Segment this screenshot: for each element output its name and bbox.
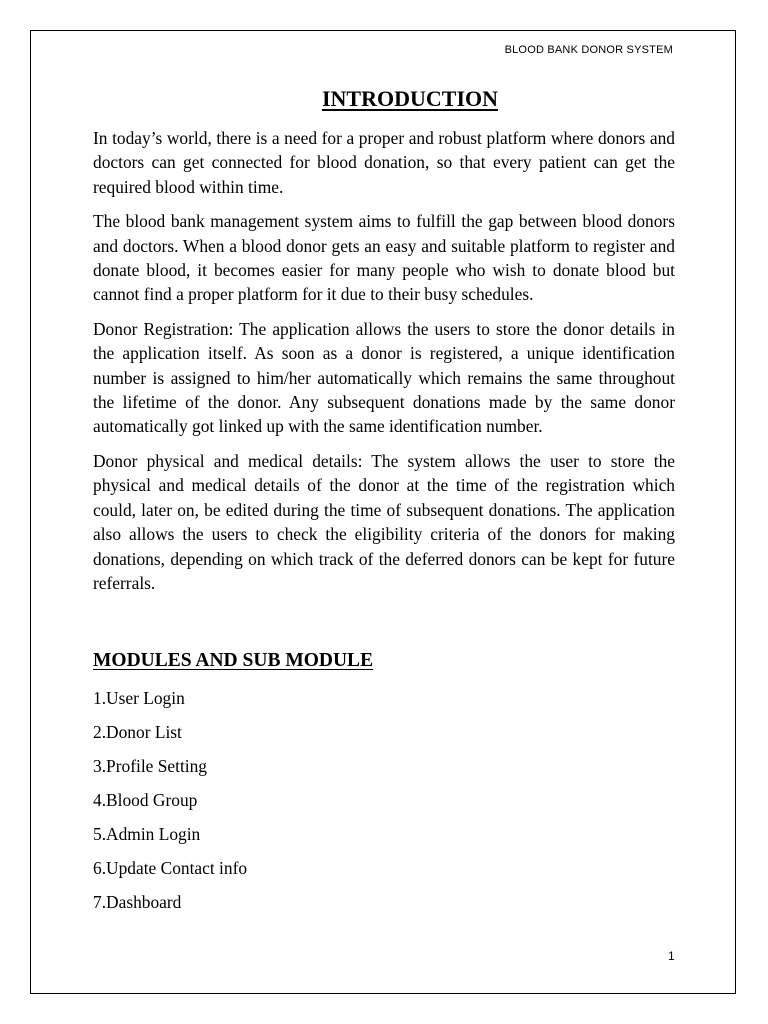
introduction-body <box>93 126 675 605</box>
module-list <box>93 686 247 924</box>
list-item: 3.Profile Setting <box>93 756 207 776</box>
list-item: 4.Blood Group <box>93 790 198 810</box>
section-heading-modules: MODULES AND SUB MODULE <box>93 650 374 671</box>
running-header: BLOOD BANK DONOR SYSTEM <box>504 44 673 56</box>
list-item: 2.Donor List <box>93 722 182 742</box>
page-title: INTRODUCTION <box>321 86 499 111</box>
paragraph: The blood bank management system aims to fulfill the gap between blood donors and doctors. When a blood donor gets an easy and suitable platform to register and donate blood, it becomes easier for many people who wish to donate blood but cannot find a proper platform for it due to their busy schedules. <box>93 211 675 305</box>
paragraph: Donor Registration: The application allows the users to store the donor details in the application itself. As soon as a donor is registered, a unique identification number is assigned to him/her automatically which remains the same throughout the lifetime of the donor. Any subsequent donations made by the same donor automatically got linked up with the same identification number. <box>93 318 675 437</box>
paragraph: In today’s world, there is a need for a proper and robust platform where donors and doctors can get connected for blood donation, so that every patient can get the required blood within time. <box>93 128 675 197</box>
list-item: 1.User Login <box>93 688 185 708</box>
page-number: 1 <box>668 949 675 963</box>
list-item: 6.Update Contact info <box>93 858 248 878</box>
list-item: 7.Dashboard <box>93 892 182 912</box>
paragraph: Donor physical and medical details: The system allows the user to store the physical and medical details of the donor at the time of the registration which could, later on, be edited during the time of subsequent donations. The application also allows the users to check the eligibility criteria of the donors for making donations, depending on which track of the deferred donors can be kept for future referrals. <box>93 450 675 593</box>
list-item: 5.Admin Login <box>93 824 201 844</box>
